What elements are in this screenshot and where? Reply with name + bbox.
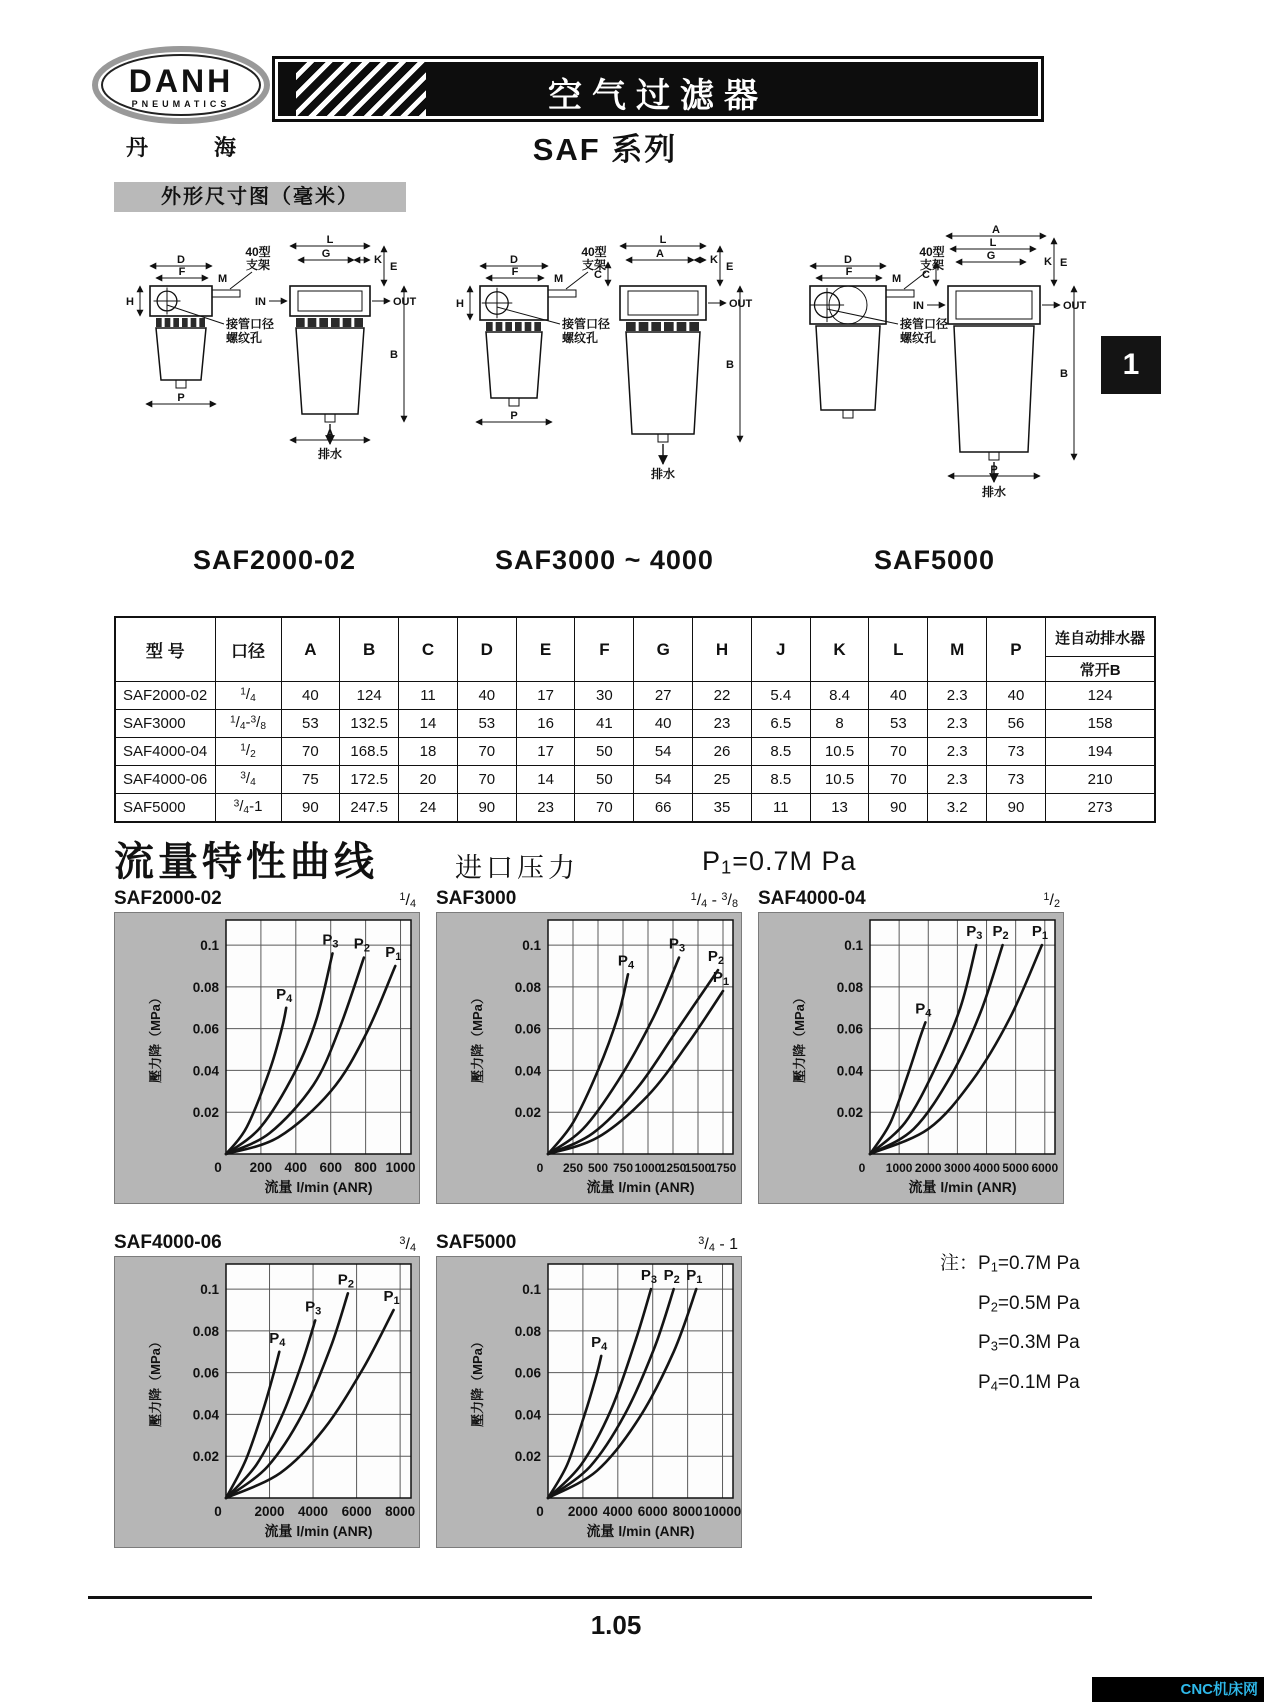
chart-title: SAF4000-04 [758, 888, 866, 909]
table-row [115, 794, 1155, 823]
model-label-saf5000: SAF5000 [873, 545, 996, 575]
cell-dim: 70 [869, 738, 928, 766]
curve-label-P4: $P_4$ [269, 1329, 286, 1349]
dimension-section-label: 外形尺寸图（毫米） [114, 182, 406, 212]
svg-text:M: M [218, 273, 228, 285]
dimension-drawing [452, 222, 757, 518]
y-tick-label: 0.08 [514, 1323, 541, 1339]
cell-bore: $^1/_4$ [215, 682, 281, 710]
svg-text:螺纹孔: 螺纹孔 [226, 331, 263, 345]
cell-dim: 25 [693, 766, 752, 794]
cell-dim: 53 [869, 710, 928, 738]
svg-text:IN: IN [255, 296, 266, 308]
svg-text:P: P [177, 392, 185, 404]
cell-dim: 70 [575, 794, 634, 823]
flow-chart-SAF4000-04 [758, 912, 1064, 1204]
svg-text:40型: 40型 [581, 245, 607, 259]
cell-dim: 40 [281, 682, 340, 710]
svg-text:H: H [126, 296, 134, 308]
pressure-note-line: $P_3=0.3M$ Pa [978, 1332, 1080, 1354]
cell-dim: 90 [987, 794, 1046, 823]
x-tick-label: 6000 [637, 1504, 668, 1519]
y-tick-label: 0.06 [836, 1021, 863, 1037]
drawing-saf5000 [782, 222, 1087, 518]
table-row [115, 766, 1155, 794]
cell-dim: 66 [634, 794, 693, 823]
x-tick-label: 250 [562, 1161, 584, 1175]
cell-drain: 273 [1045, 794, 1155, 823]
cell-dim: 40 [987, 682, 1046, 710]
curve-label-P1: $P_1$ [1031, 923, 1048, 943]
x-axis-label: 流量 l/min (ANR) [586, 1523, 695, 1539]
svg-text:L: L [989, 237, 997, 249]
cell-dim: 73 [987, 738, 1046, 766]
cell-dim: 75 [281, 766, 340, 794]
cell-model: SAF3000 [115, 710, 215, 738]
cell-dim: 70 [281, 738, 340, 766]
table-row [115, 682, 1155, 710]
cell-dim: 6.5 [751, 710, 810, 738]
y-axis-label: 壓力降（MPa） [470, 991, 485, 1083]
cell-model: SAF4000-04 [115, 738, 215, 766]
svg-text:40型: 40型 [919, 245, 945, 259]
flow-chart-SAF4000-06 [114, 1256, 420, 1548]
svg-text:F: F [511, 266, 519, 278]
drawing-saf2000 [122, 222, 427, 518]
table-row [115, 710, 1155, 738]
chart-title: SAF4000-06 [114, 1232, 222, 1253]
svg-text:E: E [726, 261, 734, 273]
svg-text:B: B [1060, 368, 1068, 380]
svg-text:P: P [990, 464, 998, 476]
x-tick-label: 8000 [672, 1504, 703, 1519]
y-tick-label: 0.08 [192, 979, 219, 995]
chart-bore-size: $^1/_4 - ^3/_8$ [690, 890, 738, 910]
svg-text:接管口径: 接管口径 [562, 317, 611, 331]
y-tick-label: 0.1 [522, 938, 541, 954]
x-tick-label: 600 [319, 1160, 342, 1175]
svg-text:排水: 排水 [981, 485, 1007, 499]
x-tick-label: 3000 [944, 1161, 971, 1175]
cell-drain: 210 [1045, 766, 1155, 794]
x-tick-label: 1000 [385, 1160, 416, 1175]
svg-text:D: D [510, 254, 518, 266]
x-tick-label: 6000 [1031, 1161, 1059, 1175]
svg-text:A: A [326, 428, 334, 440]
cell-dim: 172.5 [340, 766, 399, 794]
col-header-model: 型 号 [115, 617, 215, 682]
cell-dim: 53 [281, 710, 340, 738]
y-tick-label: 0.1 [200, 938, 219, 954]
svg-text:K: K [710, 254, 718, 266]
footer-rule [88, 1596, 1092, 1599]
x-tick-label: 0 [214, 1504, 222, 1519]
y-tick-label: 0.02 [836, 1105, 863, 1121]
y-tick-label: 0.04 [836, 1063, 863, 1079]
chart-bore-size: $^3/_4$ [399, 1234, 416, 1254]
dimension-table [114, 616, 1156, 823]
cell-dim: 40 [457, 682, 516, 710]
svg-text:D: D [844, 254, 852, 266]
col-header-K: K [810, 617, 869, 682]
y-axis-label: 壓力降（MPa） [148, 991, 163, 1083]
cell-dim: 10.5 [810, 738, 869, 766]
svg-text:A: A [656, 248, 664, 260]
cell-model: SAF5000 [115, 794, 215, 823]
x-tick-label: 5000 [1002, 1161, 1030, 1175]
flow-chart-block [758, 886, 1064, 1209]
x-tick-label: 2000 [914, 1161, 942, 1175]
curve-label-P1: $P_1$ [383, 1287, 400, 1307]
x-tick-label: 800 [354, 1160, 377, 1175]
pressure-notes [940, 1246, 1180, 1404]
svg-text:支架: 支架 [581, 258, 607, 272]
col-header-bore: 口径 [215, 617, 281, 682]
svg-text:L: L [326, 234, 334, 246]
y-axis-label: 壓力降（MPa） [148, 1335, 163, 1427]
svg-text:P: P [510, 410, 518, 422]
page-title: 空气过滤器 [548, 77, 768, 115]
y-axis-label: 壓力降（MPa） [470, 1335, 485, 1427]
svg-text:G: G [321, 248, 331, 260]
col-header-auto-drain: 连自动排水器 [1045, 617, 1155, 657]
cell-dim: 13 [810, 794, 869, 823]
svg-text:G: G [986, 250, 996, 262]
cell-bore: $^3/_4-1$ [215, 794, 281, 823]
y-tick-label: 0.1 [200, 1282, 219, 1298]
flow-chart-SAF2000-02 [114, 912, 420, 1204]
svg-text:F: F [845, 266, 853, 278]
svg-text:排水: 排水 [317, 447, 343, 461]
y-tick-label: 0.04 [514, 1407, 541, 1423]
table-row [115, 738, 1155, 766]
cell-dim: 10.5 [810, 766, 869, 794]
cell-dim: 168.5 [340, 738, 399, 766]
cell-dim: 11 [399, 682, 458, 710]
chart-title: SAF2000-02 [114, 888, 222, 909]
cell-dim: 54 [634, 766, 693, 794]
col-header-B: B [340, 617, 399, 682]
x-tick-label: 10000 [703, 1504, 742, 1519]
cell-dim: 50 [575, 766, 634, 794]
col-header-M: M [928, 617, 987, 682]
cell-dim: 3.2 [928, 794, 987, 823]
flow-chart-block [436, 886, 742, 1209]
inlet-pressure-label: 进口压力 [455, 853, 579, 883]
flow-chart-SAF5000 [436, 1256, 742, 1548]
y-tick-label: 0.06 [192, 1021, 219, 1037]
curve-label-P4: $P_4$ [276, 985, 293, 1005]
x-tick-label: 1750 [709, 1161, 737, 1175]
site-watermark: CNC机床网 [1092, 1677, 1264, 1702]
y-tick-label: 0.04 [514, 1063, 541, 1079]
svg-text:M: M [892, 273, 902, 285]
col-header-A: A [281, 617, 340, 682]
y-tick-label: 0.06 [514, 1365, 541, 1381]
y-tick-label: 0.08 [192, 1323, 219, 1339]
x-tick-label: 2000 [567, 1504, 598, 1519]
y-tick-label: 0.02 [192, 1449, 219, 1465]
cell-model: SAF4000-06 [115, 766, 215, 794]
model-label-saf3000-4000: SAF3000 ~ 4000 [495, 545, 714, 575]
cell-dim: 70 [869, 766, 928, 794]
cell-dim: 30 [575, 682, 634, 710]
flow-chart-SAF3000 [436, 912, 742, 1204]
col-header-P: P [987, 617, 1046, 682]
x-tick-label: 4000 [973, 1161, 1000, 1175]
svg-text:排水: 排水 [650, 467, 676, 481]
cell-bore: $^3/_4$ [215, 766, 281, 794]
y-axis-label: 壓力降（MPa） [792, 991, 807, 1083]
x-tick-label: 1500 [684, 1161, 712, 1175]
col-header-F: F [575, 617, 634, 682]
col-header-G: G [634, 617, 693, 682]
chart-title: SAF3000 [436, 888, 517, 909]
cell-dim: 132.5 [340, 710, 399, 738]
x-tick-label: 0 [214, 1160, 222, 1175]
flow-chart-block [436, 1230, 742, 1553]
x-axis-label: 流量 l/min (ANR) [586, 1179, 695, 1195]
y-tick-label: 0.08 [836, 979, 863, 995]
cell-dim: 53 [457, 710, 516, 738]
x-axis-label: 流量 l/min (ANR) [264, 1523, 373, 1539]
cell-dim: 23 [693, 710, 752, 738]
cell-bore: $^1/_4-^3/_8$ [215, 710, 281, 738]
logo-text: DANH [128, 63, 234, 99]
x-tick-label: 2000 [254, 1504, 285, 1519]
danh-logo-icon [90, 46, 272, 124]
svg-text:F: F [178, 266, 186, 278]
svg-text:OUT: OUT [393, 296, 417, 308]
series-title: SAF 系列 [532, 132, 678, 167]
curve-label-P3: $P_3$ [668, 935, 686, 955]
curve-label-P2: $P_2$ [663, 1267, 680, 1287]
cell-dim: 70 [457, 766, 516, 794]
cell-dim: 18 [399, 738, 458, 766]
cell-dim: 90 [281, 794, 340, 823]
chart-bore-size: $^1/_4$ [399, 890, 416, 910]
cell-dim: 56 [987, 710, 1046, 738]
pressure-note-line: $P_2=0.5M$ Pa [978, 1292, 1080, 1315]
cell-dim: 70 [457, 738, 516, 766]
svg-text:H: H [456, 298, 464, 310]
x-tick-label: 200 [249, 1160, 273, 1175]
cell-dim: 124 [340, 682, 399, 710]
dimension-drawing [782, 222, 1087, 518]
chart-bore-size: $^3/_4 - 1$ [698, 1234, 738, 1254]
y-tick-label: 0.08 [514, 979, 541, 995]
x-tick-label: 500 [587, 1161, 609, 1175]
curve-label-P3: $P_3$ [305, 1298, 322, 1318]
svg-text:OUT: OUT [729, 298, 753, 310]
cell-dim: 2.3 [928, 738, 987, 766]
svg-text:B: B [390, 349, 398, 361]
curve-label-P2: $P_2$ [707, 948, 725, 968]
svg-text:E: E [1060, 257, 1068, 269]
x-tick-label: 0 [858, 1161, 866, 1175]
cell-dim: 2.3 [928, 682, 987, 710]
cell-drain: 124 [1045, 682, 1155, 710]
svg-text:支架: 支架 [245, 258, 271, 272]
cell-dim: 17 [516, 682, 575, 710]
y-tick-label: 0.1 [522, 1282, 541, 1298]
svg-text:IN: IN [913, 300, 924, 312]
svg-text:螺纹孔: 螺纹孔 [562, 331, 599, 345]
curve-label-P3: $P_3$ [640, 1267, 658, 1287]
cell-dim: 90 [869, 794, 928, 823]
cell-dim: 90 [457, 794, 516, 823]
table-header-row [115, 617, 1155, 657]
y-tick-label: 0.02 [192, 1105, 219, 1121]
y-tick-label: 0.06 [192, 1365, 219, 1381]
page-number: 1.05 [590, 1610, 642, 1640]
cell-dim: 11 [751, 794, 810, 823]
cell-dim: 8 [810, 710, 869, 738]
pressure-note-line: $P_4=0.1M$ Pa [978, 1371, 1080, 1394]
cell-drain: 194 [1045, 738, 1155, 766]
col-header-D: D [457, 617, 516, 682]
notes-prefix: 注： [940, 1253, 979, 1274]
cell-dim: 8.4 [810, 682, 869, 710]
col-header-E: E [516, 617, 575, 682]
cell-dim: 2.3 [928, 766, 987, 794]
title-banner [272, 56, 1044, 122]
x-tick-label: 0 [536, 1161, 544, 1175]
svg-text:D: D [177, 254, 185, 266]
x-axis-label: 流量 l/min (ANR) [264, 1179, 373, 1195]
x-tick-label: 4000 [298, 1504, 329, 1519]
svg-text:OUT: OUT [1063, 300, 1087, 312]
svg-text:B: B [726, 359, 734, 371]
svg-text:K: K [374, 254, 382, 266]
cell-bore: $^1/_2$ [215, 738, 281, 766]
chart-title: SAF5000 [436, 1232, 517, 1253]
x-tick-label: 0 [536, 1504, 544, 1519]
flow-section-title: 流量特性曲线 [114, 840, 378, 884]
x-tick-label: 1000 [634, 1161, 662, 1175]
col-header-L: L [869, 617, 928, 682]
svg-text:支架: 支架 [919, 258, 945, 272]
cell-dim: 2.3 [928, 710, 987, 738]
cell-dim: 22 [693, 682, 752, 710]
curve-label-P4: $P_4$ [591, 1333, 608, 1353]
cell-dim: 17 [516, 738, 575, 766]
logo-subtext: PNEUMATICS [131, 99, 231, 109]
svg-text:K: K [1044, 256, 1052, 268]
dimension-drawing [122, 222, 427, 518]
x-tick-label: 400 [284, 1160, 308, 1175]
x-tick-label: 750 [612, 1161, 634, 1175]
curve-label-P2: $P_2$ [337, 1271, 354, 1291]
svg-text:L: L [659, 234, 667, 246]
svg-text:A: A [992, 224, 1000, 236]
y-tick-label: 0.02 [514, 1449, 541, 1465]
col-header-H: H [693, 617, 752, 682]
cell-drain: 158 [1045, 710, 1155, 738]
cell-dim: 24 [399, 794, 458, 823]
svg-text:E: E [390, 261, 398, 273]
y-tick-label: 0.06 [514, 1021, 541, 1037]
drawing-saf3000-4000 [452, 222, 757, 518]
cell-dim: 5.4 [751, 682, 810, 710]
curve-label-P4: $P_4$ [915, 1000, 932, 1020]
curve-label-P3: $P_3$ [322, 931, 339, 951]
y-tick-label: 0.1 [844, 938, 863, 954]
curve-label-P3: $P_3$ [966, 923, 983, 943]
curve-label-P2: $P_2$ [992, 923, 1009, 943]
curve-label-P1: $P_1$ [712, 969, 730, 989]
cell-dim: 14 [516, 766, 575, 794]
svg-text:C: C [594, 269, 602, 281]
cell-dim: 50 [575, 738, 634, 766]
cell-dim: 20 [399, 766, 458, 794]
curve-label-P4: $P_4$ [617, 952, 635, 972]
svg-text:螺纹孔: 螺纹孔 [900, 331, 937, 345]
y-tick-label: 0.04 [192, 1407, 219, 1423]
curve-label-P2: $P_2$ [353, 935, 370, 955]
cell-dim: 35 [693, 794, 752, 823]
chapter-tab: 1 [1101, 336, 1161, 394]
logo-chinese-name: 丹 海 [125, 135, 267, 160]
cell-model: SAF2000-02 [115, 682, 215, 710]
y-tick-label: 0.02 [514, 1105, 541, 1121]
cell-dim: 26 [693, 738, 752, 766]
cell-dim: 8.5 [751, 738, 810, 766]
svg-text:接管口径: 接管口径 [900, 317, 949, 331]
cell-dim: 54 [634, 738, 693, 766]
inlet-pressure-value: $P_1=0.7M$ Pa [702, 846, 857, 878]
y-tick-label: 0.04 [192, 1063, 219, 1079]
col-header-C: C [399, 617, 458, 682]
chart-bore-size: $^1/_2$ [1043, 890, 1060, 910]
cell-dim: 8.5 [751, 766, 810, 794]
curve-label-P1: $P_1$ [686, 1267, 703, 1287]
x-axis-label: 流量 l/min (ANR) [908, 1179, 1017, 1195]
x-tick-label: 1250 [659, 1161, 687, 1175]
cell-dim: 40 [869, 682, 928, 710]
flow-chart-block [114, 886, 420, 1209]
svg-text:接管口径: 接管口径 [226, 317, 275, 331]
x-tick-label: 1000 [885, 1161, 913, 1175]
cell-dim: 247.5 [340, 794, 399, 823]
svg-text:C: C [922, 269, 930, 281]
col-header-drain-sub: 常开B [1045, 657, 1155, 682]
model-label-saf2000: SAF2000-02 [192, 545, 357, 575]
cell-dim: 16 [516, 710, 575, 738]
title-banner-bg [278, 62, 1038, 116]
flow-chart-block [114, 1230, 420, 1553]
col-header-J: J [751, 617, 810, 682]
svg-text:40型: 40型 [245, 245, 271, 259]
cell-dim: 27 [634, 682, 693, 710]
x-tick-label: 4000 [602, 1504, 633, 1519]
pressure-note-line: 注：$P_1=0.7M$ Pa [940, 1253, 1080, 1275]
x-tick-label: 6000 [341, 1504, 372, 1519]
x-tick-label: 8000 [385, 1504, 416, 1519]
cell-dim: 41 [575, 710, 634, 738]
cell-dim: 73 [987, 766, 1046, 794]
curve-label-P1: $P_1$ [385, 943, 402, 963]
svg-text:M: M [554, 273, 564, 285]
cell-dim: 14 [399, 710, 458, 738]
cell-dim: 40 [634, 710, 693, 738]
cell-dim: 23 [516, 794, 575, 823]
